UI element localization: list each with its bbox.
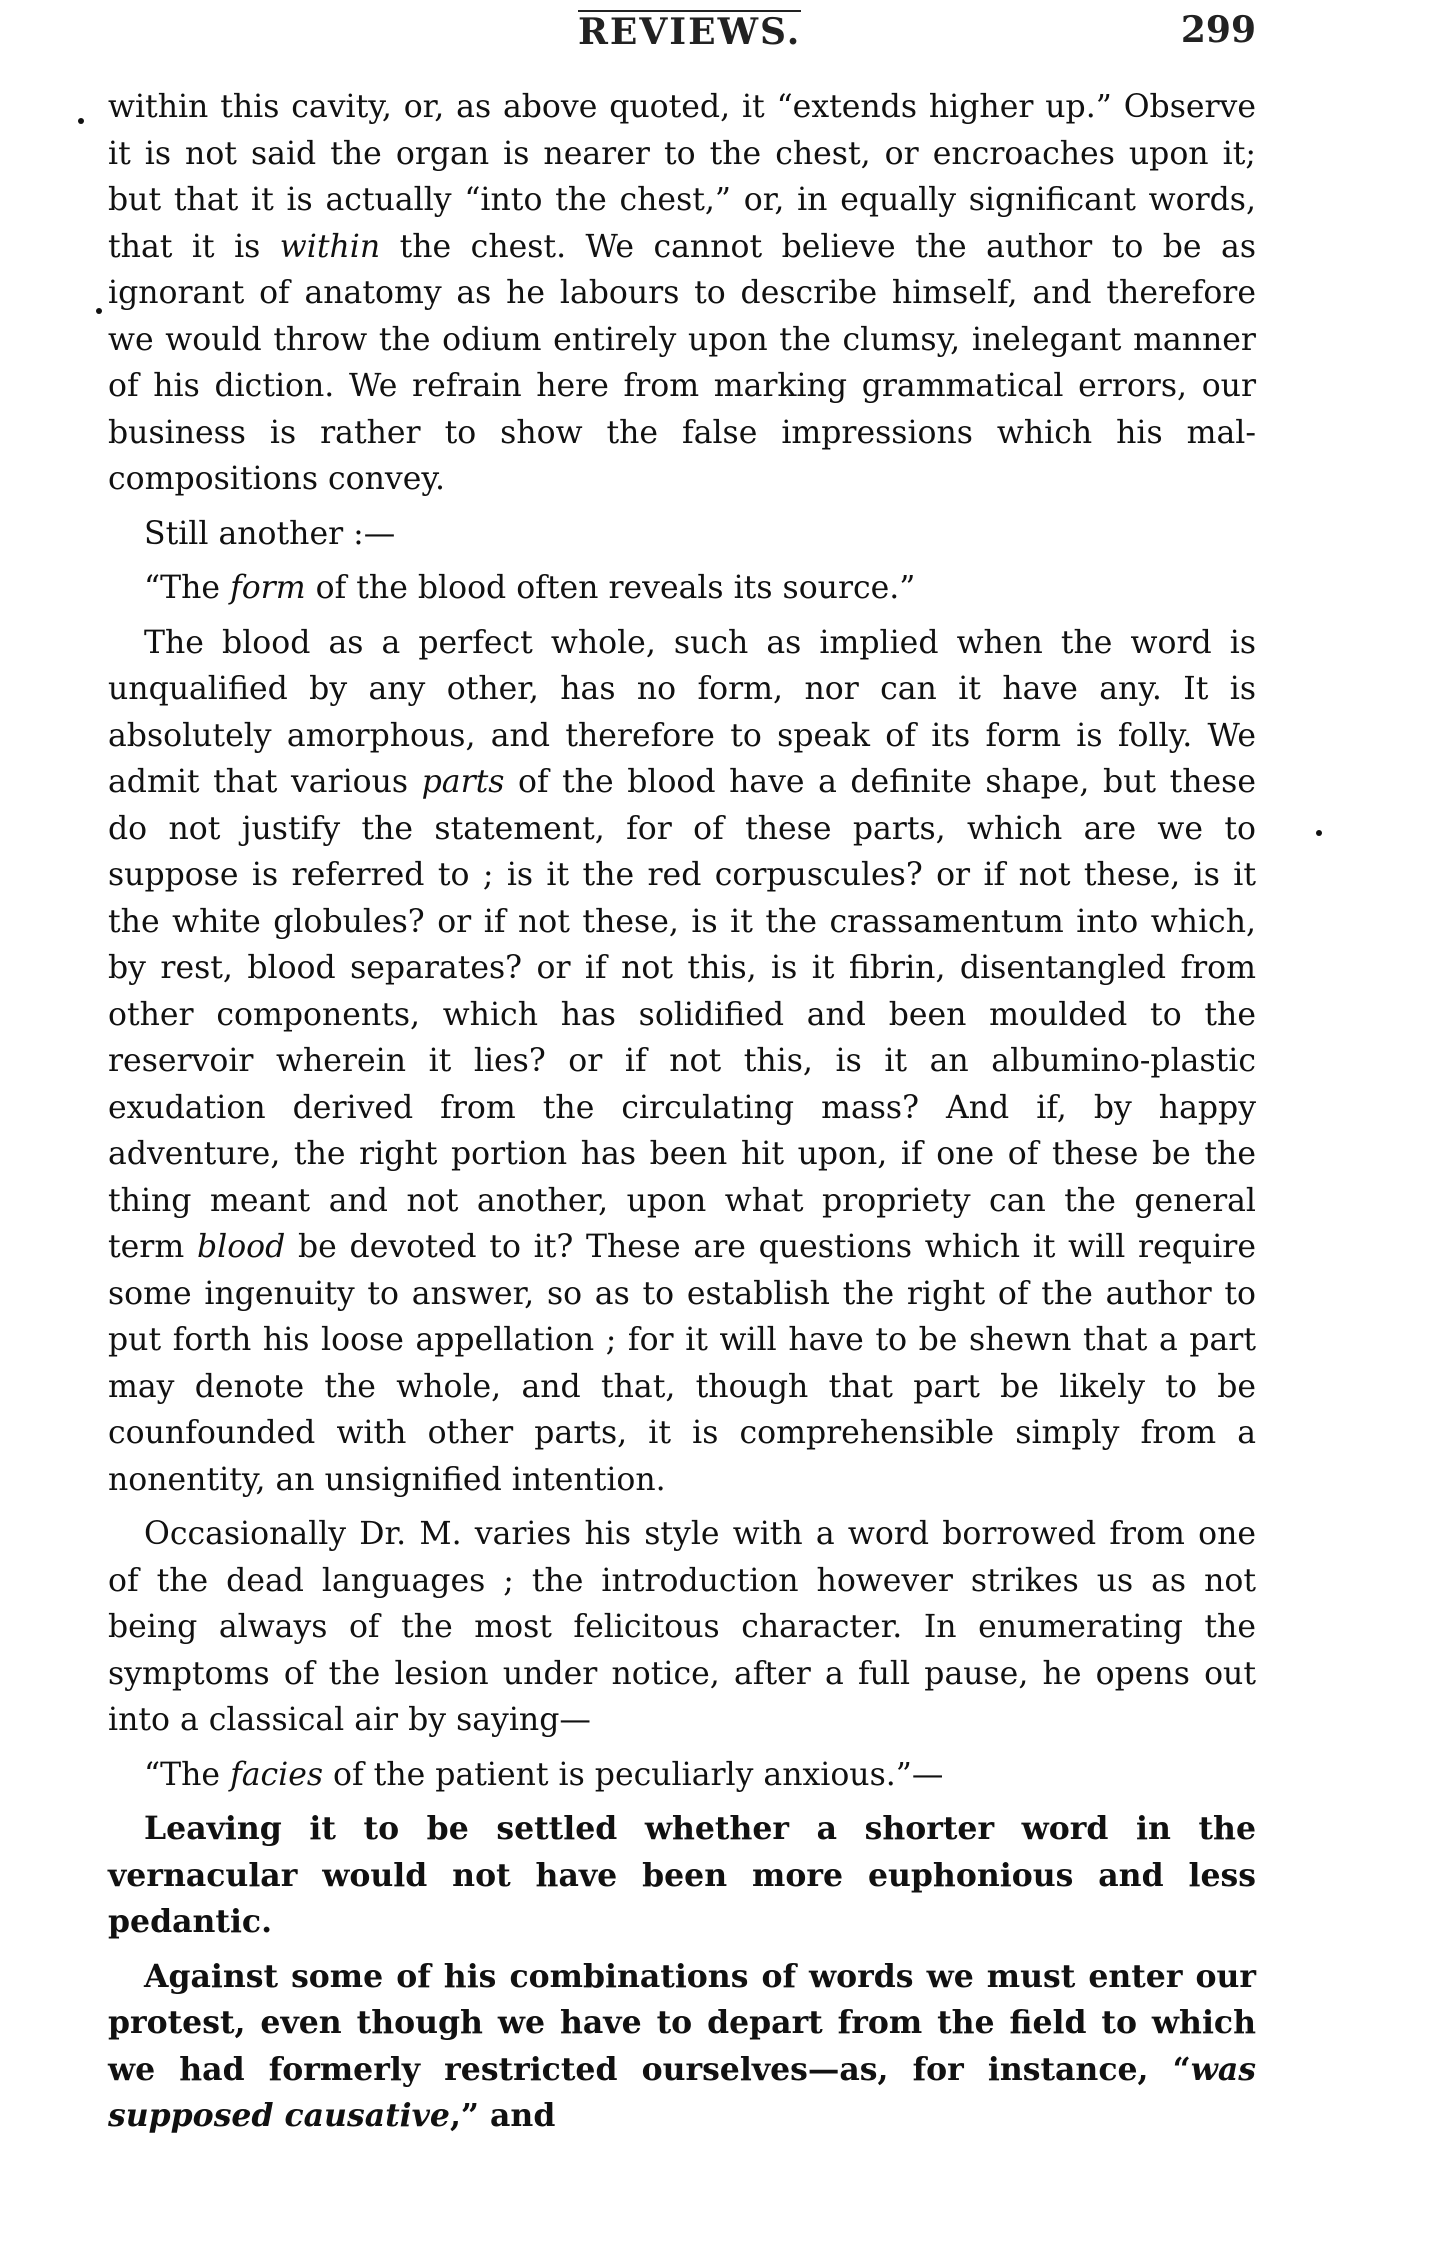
paragraph-2: Still another :— (144, 515, 396, 552)
paragraph-8: Against some of his combinations of words we must enter our protest, even though we have to depart from the field to which we had formerly restricted ourselves—as, for instance, “was supposed causative,” and (108, 1957, 1256, 2134)
margin-speck (1316, 830, 1322, 836)
quote-form-of-blood: “The form of the blood often reveals its source.” (144, 570, 916, 606)
emphasis-parts: parts (421, 764, 505, 800)
running-title: REVIEWS. (578, 11, 802, 53)
paragraph-1: within this cavity, or, as above quoted, it “extends higher up.” Observe it is not said the organ is nearer to the chest, or encroaches upon it; but that it is actually “into the chest,” or, in equally significant words, that it is within the chest. We cannot believe the author to be as ignorant of anatomy as he labours to describe himself, and therefore we would throw the odium entirely upon the clumsy, inelegant manner of his diction. We refrain here from marking grammatical errors, our business is rather to show the false impressions which his mal-compositions convey. (108, 89, 1256, 497)
paragraph-4: The blood as a perfect whole, such as implied when the word is unqualified by any other, has no form, nor can it have any. It is absolutely amorphous, and therefore to speak of its form is folly. We admit that various parts of the blood have a definite shape, but these do not justify the statement, for of these parts, which are we to suppose is referred to ; is it the red corpuscules? or if not these, is it the white globules? or if not these, is it the crassamentum into which, by rest, blood separates? or if not this, is it fibrin, disentangled from other components, which has solidified and been moulded to the reservoir wherein it lies? or if not this, is it an albumino-plastic exudation derived from the circulating mass? And if, by happy adventure, the right portion has been hit upon, if one of these be the thing meant and not another, upon what propriety can the general term blood be devoted to it? These are questions which it will require some ingenuity to answer, so as to establish the right of the author to put forth his loose appellation ; for it will have to be shewn that a part may denote the whole, and that, though that part be likely to be counfounded with other parts, it is comprehensible simply from a nonentity, an unsignified intention. (108, 624, 1256, 1498)
paragraph-7: Leaving it to be settled whether a shorter word in the vernacular would not have been more euphonious and less pedantic. (108, 1810, 1256, 1940)
emphasis-form: form (230, 570, 306, 606)
emphasis-blood: blood (196, 1229, 286, 1265)
quote-facies: “The facies of the patient is peculiarly anxious.”— (144, 1756, 944, 1793)
margin-speck (78, 118, 84, 124)
running-head (108, 10, 1256, 52)
emphasis-within: within (279, 228, 381, 265)
body-text (108, 84, 1256, 2148)
document-page (108, 0, 1256, 2259)
paragraph-5: Occasionally Dr. M. varies his style with a word borrowed from one of the dead languages ; the introduction however strikes us as not being always of the most felicitous character. In enumerating the symptoms of the lesion under notice, after a full pause, he opens out into a classical air by saying— (108, 1516, 1256, 1738)
margin-speck (96, 308, 102, 314)
page-number: 299 (1180, 9, 1256, 51)
emphasis-facies: facies (230, 1756, 324, 1793)
emphasis-was-supposed-causative: was supposed causative (108, 2050, 1256, 2134)
